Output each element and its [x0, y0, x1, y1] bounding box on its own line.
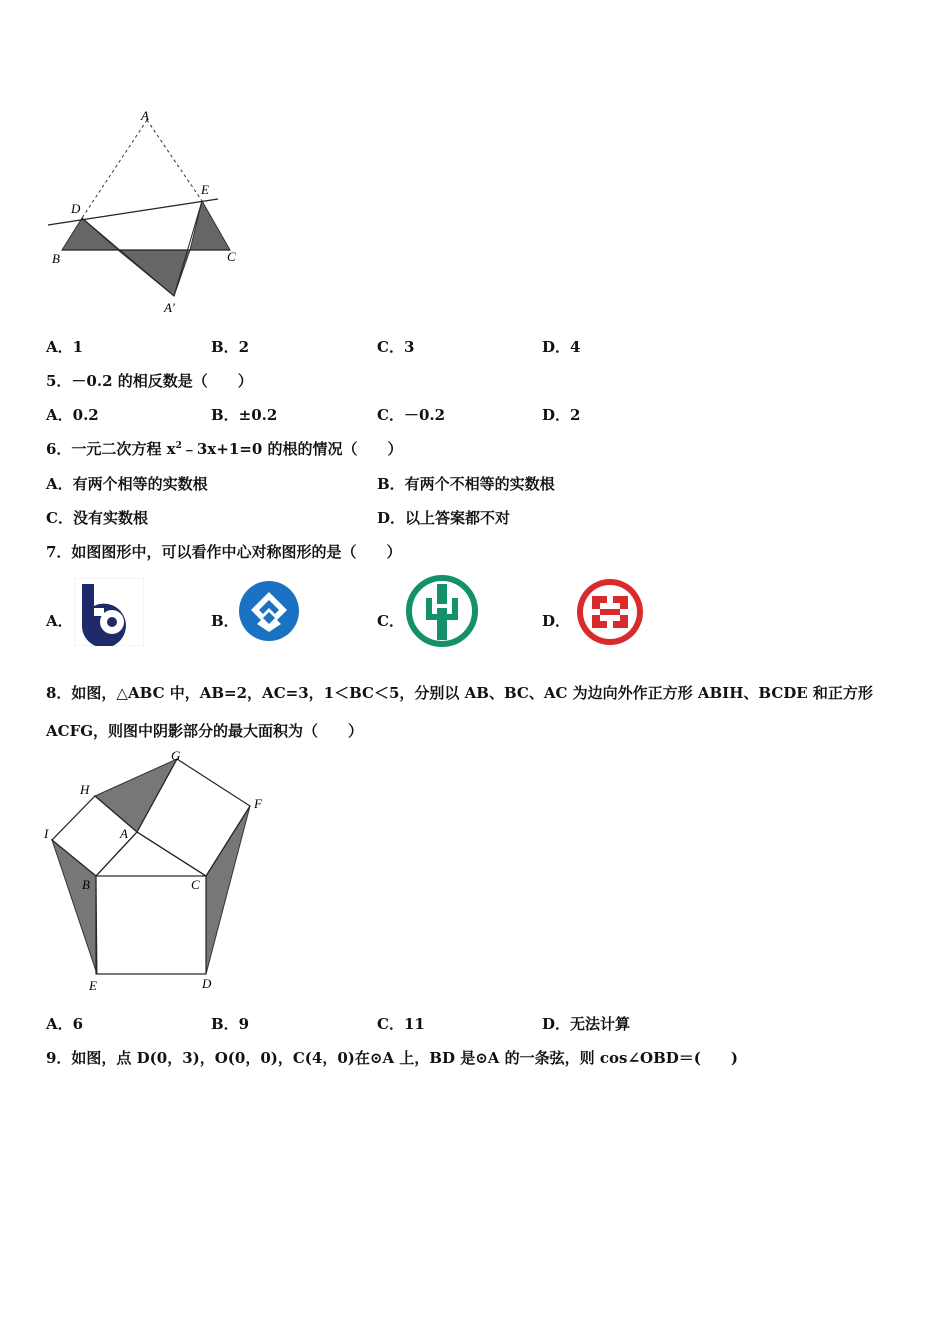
q8-option-a[interactable]: A．6	[46, 1015, 84, 1033]
q6-stem-after: ﹣3x+1=0 的根的情况（ ）	[181, 440, 403, 458]
q5-option-d[interactable]: D．2	[542, 406, 581, 424]
q8-label-f: F	[254, 796, 262, 811]
q6-option-b[interactable]: B．有两个不相等的实数根	[377, 475, 555, 493]
q8-label-d: D	[202, 976, 212, 991]
q6-stem-before: 6．一元二次方程 x	[46, 440, 176, 458]
q7-stem: 7．如图图形中，可以看作中心对称图形的是（ ）	[46, 543, 402, 561]
q8-label-i: I	[44, 826, 49, 841]
q8-label-h: H	[80, 782, 90, 797]
logo-d-icon	[572, 576, 648, 648]
q8-label-b: B	[82, 877, 90, 892]
q9-stem: 9．如图，点 D(0，3)，O(0，0)，C(4，0)在⊙A 上，BD 是⊙A 的一条弦，则 cos∠OBD＝( )	[46, 1049, 738, 1067]
q8-label-e: E	[89, 978, 97, 993]
q5-option-c[interactable]: C．－0.2	[377, 406, 446, 424]
q4-shade-left	[62, 218, 118, 250]
q8-label-a: A	[120, 826, 128, 841]
q6-stem-sup: 2	[175, 441, 182, 451]
q4-label-d: D	[71, 201, 81, 216]
q4-shade-right	[190, 201, 230, 250]
logo-c-icon	[404, 574, 480, 648]
q7-option-a[interactable]: A．	[46, 612, 73, 630]
q8-option-d[interactable]: D．无法计算	[542, 1015, 631, 1033]
q8-option-b[interactable]: B．9	[211, 1015, 250, 1033]
q4-shade-mid	[118, 250, 190, 296]
q5-option-a[interactable]: A．0.2	[46, 406, 99, 424]
q4-label-e: E	[201, 182, 209, 197]
q7-option-c[interactable]: C．	[377, 612, 404, 630]
q8-stem-line-2: ACFG，则图中阴影部分的最大面积为（ ）	[46, 722, 364, 740]
q7-option-b[interactable]: B．	[211, 612, 239, 630]
q6-option-a[interactable]: A．有两个相等的实数根	[46, 475, 208, 493]
q4-option-d[interactable]: D．4	[542, 338, 581, 356]
q8-label-c: C	[191, 877, 200, 892]
q8-shade-left	[52, 840, 97, 974]
logo-b-icon	[237, 578, 301, 644]
q6-option-c[interactable]: C．没有实数根	[46, 509, 148, 527]
q4-label-c: C	[227, 249, 236, 264]
q8-option-c[interactable]: C．11	[377, 1015, 425, 1033]
q8-label-g: G	[171, 748, 181, 763]
q8-shade-right	[206, 806, 250, 974]
q4-figure	[44, 108, 244, 318]
q6-stem	[46, 438, 403, 459]
q6-option-d[interactable]: D．以上答案都不对	[377, 509, 511, 527]
q8-stem-line-1: 8．如图，△ABC 中，AB=2，AC=3，1＜BC＜5，分别以 AB、BC、AC 为边向外作正方形 ABIH、BCDE 和正方形	[46, 684, 873, 702]
logo-a-icon	[74, 578, 144, 646]
q7-option-d[interactable]: D．	[542, 612, 571, 630]
q5-option-b[interactable]: B．±0.2	[211, 406, 278, 424]
q8-figure	[40, 748, 270, 998]
q4-option-a[interactable]: A．1	[46, 338, 84, 356]
q4-label-b: B	[52, 251, 60, 266]
q5-stem: 5．－0.2 的相反数是（ ）	[46, 372, 253, 390]
q4-option-b[interactable]: B．2	[211, 338, 250, 356]
q4-option-c[interactable]: C．3	[377, 338, 415, 356]
q8-shade-top	[95, 759, 177, 832]
q4-label-a: A	[141, 108, 149, 123]
q4-label-a-prime: A′	[164, 300, 175, 315]
